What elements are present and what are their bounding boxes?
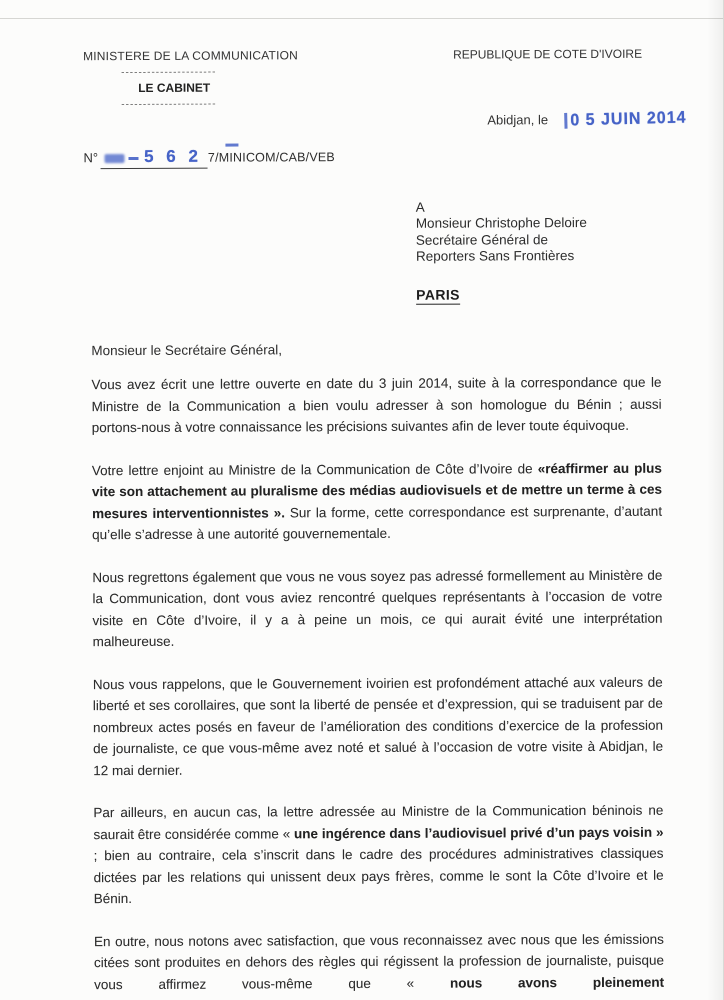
addressee-block bbox=[416, 199, 588, 305]
bold-run: nous avons pleinement bbox=[449, 974, 665, 991]
ink-smudge bbox=[104, 154, 124, 163]
body-paragraph bbox=[93, 800, 663, 910]
place-label: Abidjan, le bbox=[487, 112, 549, 128]
reference-number-stamp: 5 6 2 bbox=[144, 146, 202, 166]
ministry-name: MINISTERE DE LA COMMUNICATION bbox=[83, 48, 299, 64]
body-paragraph bbox=[94, 928, 664, 995]
stray-ink-mark bbox=[226, 144, 239, 147]
reference-suffix-text: 7/MINICOM/CAB/VEB bbox=[207, 150, 335, 165]
reference-line bbox=[83, 146, 335, 169]
salutation: Monsieur le Secrétaire Général, bbox=[91, 342, 282, 359]
body-paragraph bbox=[92, 564, 662, 652]
text-run: Sur la forme, cette correspondance est surprenante, d’autant qu’elle s’adresse à une autorité gouvernementale. bbox=[92, 503, 663, 543]
cabinet-label: LE CABINET bbox=[138, 80, 211, 95]
text-run: ; bien au contraire, cela s’inscrit dans le cadre des procédures administratives classiques dictées par les relations qui unissent deux pays frères, comme le sont la Côte d’Ivoire et le Bénin. bbox=[93, 845, 664, 907]
republic-name: REPUBLIQUE DE COTE D'IVOIRE bbox=[453, 46, 643, 62]
addressee-city: PARIS bbox=[416, 287, 460, 305]
reference-suffix bbox=[208, 150, 335, 165]
body-paragraph bbox=[93, 671, 663, 781]
letterhead-right bbox=[453, 47, 683, 62]
reference-stamp-area bbox=[100, 147, 208, 169]
text-run: Vous avez écrit une lettre ouverte en date du 3 juin 2014, suite à la correspondance que le Ministre de la Communication a bien voulu adresser à son homologue du Bénin ; aussi portons-nous à votre connaissance les précisions suivantes afin de lever toute équivoque. bbox=[91, 374, 662, 436]
body-paragraph bbox=[91, 372, 661, 439]
letter-body bbox=[91, 341, 664, 1000]
text-run: Nous regrettons également que vous ne vous soyez pas adressé formellement au Ministère de la Communication, dont vous aviez rencontré quelques représentants à l’occasion de votre visite en Côte d’Ivoire, il y a à peine un mois, ce qui aurait évité une interprétation malheureuse. bbox=[92, 567, 663, 650]
body-paragraph bbox=[92, 457, 662, 545]
paragraphs-container bbox=[91, 372, 664, 995]
ink-dash bbox=[128, 157, 138, 161]
divider-dashes: ---------------------- bbox=[121, 66, 217, 79]
text-run: En outre, nous notons avec satisfaction, que vous reconnaissez avec nous que les émissions citées sont produites en dehors des règles qui régissent la profession de journaliste, puisque vous affirmez vous-même que « bbox=[93, 931, 665, 992]
divider-dashes: ---------------------- bbox=[121, 98, 217, 111]
addressee-role: Secrétaire Général de bbox=[415, 231, 548, 248]
text-run: Votre lettre enjoint au Ministre de la Communication de Côte d’Ivoire de bbox=[91, 460, 538, 478]
addressee-organization: Reporters Sans Frontières bbox=[415, 247, 575, 264]
text-run: Nous vous rappelons, que le Gouvernement ivoirien est profondément attaché aux valeurs de liberté et ses corollaires, que sont la liberté de pensée et d’expression, qui se traduisent par de nombreux actes posés en faveur de l’amélioration des conditions d’exercice de la profession de journaliste, ce que vous-même avez noté et salué à l’occasion de votre visite à Abidjan, le 12 mai dernier. bbox=[92, 674, 664, 778]
bold-run: «réaffirmer au plus vite son attachement au pluralisme des médias audiovisuels et de mettre un terme à ces mesures interventionnistes ». bbox=[91, 460, 662, 521]
addressee-name: Monsieur Christophe Deloire bbox=[415, 215, 587, 232]
bold-run: une ingérence dans l’audiovisuel privé d’un pays voisin » bbox=[293, 824, 664, 841]
text-run: Par ailleurs, en aucun cas, la lettre adressée au Ministre de la Communication béninois ne saurait être considérée comme « bbox=[93, 802, 664, 842]
addressee-intro: A bbox=[415, 199, 425, 215]
place-and-date-line bbox=[487, 108, 687, 130]
date-ink-stamp: 0 5 JUIN 2014 bbox=[564, 109, 687, 131]
reference-prefix: N° bbox=[83, 150, 99, 166]
letterhead-left bbox=[83, 48, 343, 113]
